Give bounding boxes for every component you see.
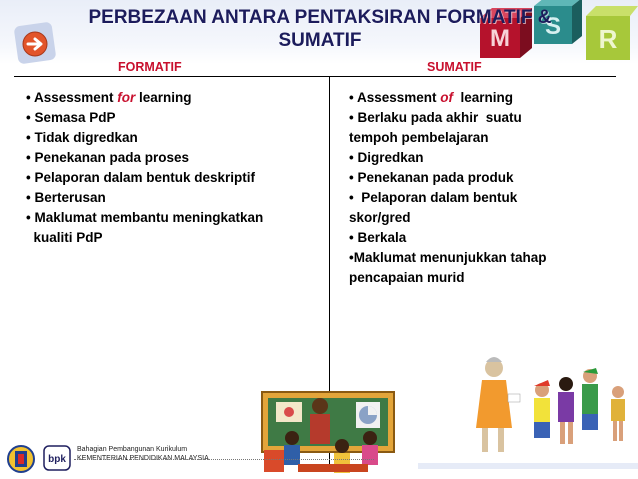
- list-item: • Maklumat membantu meningkatkan: [26, 210, 264, 225]
- header-divider: [14, 76, 616, 77]
- bpk-logo-text: bpk: [48, 454, 66, 465]
- list-item: • Berlaku pada akhir suatu: [349, 110, 522, 125]
- footer-line1: Bahagian Pembangunan Kurikulum: [77, 446, 188, 453]
- list-item: skor/gred: [349, 210, 411, 225]
- list-item: • Penekanan pada produk: [349, 170, 514, 185]
- footer-divider: [74, 459, 374, 460]
- page-title: PERBEZAAN ANTARA PENTAKSIRAN FORMATIF & SUMATIF: [88, 7, 552, 51]
- formatif-list: [26, 88, 326, 248]
- footer-text: [77, 445, 209, 463]
- cube-green: [586, 6, 638, 60]
- cube-letter: M: [490, 25, 510, 52]
- ministry-crest-logo: [6, 443, 36, 475]
- list-item: •Maklumat menunjukkan tahap: [349, 250, 547, 265]
- list-item: • Penekanan pada proses: [26, 150, 190, 165]
- list-item: • Assessment of learning: [349, 90, 514, 105]
- list-item: • Digredkan: [349, 150, 424, 165]
- list-item: • Pelaporan dalam bentuk deskriptif: [26, 170, 256, 185]
- list-item: • Tidak digredkan: [26, 130, 138, 145]
- cube-letter: R: [598, 24, 618, 54]
- footer-line2: KEMENTERIAN PENDIDIKAN MALAYSIA: [77, 455, 209, 462]
- cube-letter: S: [544, 13, 562, 40]
- footer-strip: [418, 463, 638, 469]
- list-item: • Pelaporan dalam bentuk: [349, 190, 518, 205]
- list-item: tempoh pembelajaran: [349, 130, 489, 145]
- formatif-heading: FORMATIF: [118, 60, 182, 74]
- list-item: • Assessment for learning: [26, 90, 192, 105]
- list-item: • Berterusan: [26, 190, 106, 205]
- bpk-logo: [42, 443, 72, 473]
- teacher-children-illustration: [468, 350, 638, 468]
- arrow-right-icon[interactable]: [10, 20, 62, 70]
- sumatif-list: [349, 88, 619, 288]
- list-item: • Berkala: [349, 230, 407, 245]
- list-item: kualiti PdP: [26, 230, 103, 245]
- list-item: • Semasa PdP: [26, 110, 116, 125]
- list-item: pencapaian murid: [349, 270, 465, 285]
- classroom-illustration: [258, 372, 398, 479]
- sumatif-heading: SUMATIF: [427, 60, 482, 74]
